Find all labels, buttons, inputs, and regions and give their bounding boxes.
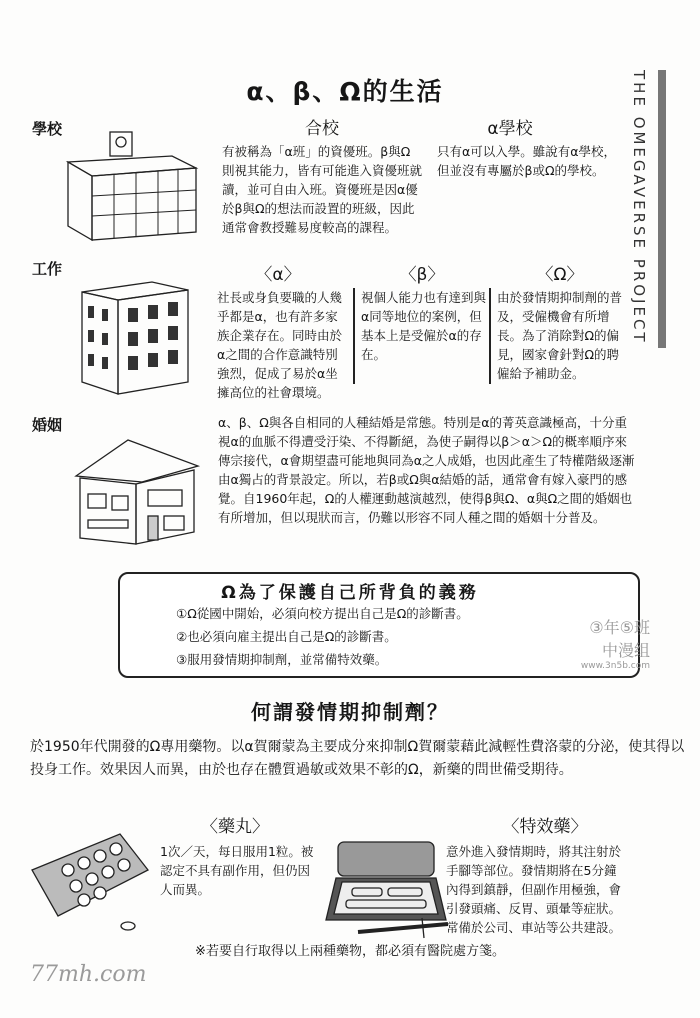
- marriage-label: 婚姻: [32, 416, 63, 434]
- alpha-school-text: 只有α可以入學。雖說有α學校，但並沒有專屬於β或Ω的學校。: [437, 144, 616, 178]
- suppressant-heading: 何謂發情期抑制劑？: [251, 700, 449, 724]
- work-alpha-text: 社長或身負要職的人幾乎都是α，也有許多家族企業存在。同時由於α之間的合作意識特別強烈，促成了易於α坐擁高位的社會環境。: [217, 290, 343, 400]
- duty-item: ③服用發情期抑制劑，並常備特效藥。: [176, 652, 388, 667]
- duties-title: Ω為了保護自己所背負的義務: [221, 583, 479, 603]
- side-label-text: THE OMEGAVERSE PROJECT: [630, 70, 648, 345]
- work-omega-heading: 〈Ω〉: [536, 265, 584, 285]
- duty-item: ①Ω從國中開始，必須向校方提出自己是Ω的診斷書。: [176, 606, 469, 621]
- watermark-line2: 中漫组: [601, 641, 650, 660]
- work-beta-heading: 〈β〉: [399, 265, 445, 285]
- pill-blister-illustration: [28, 830, 158, 940]
- watermark-line1: ③年⑤班: [589, 618, 650, 637]
- work-omega-text: 由於發情期抑制劑的普及，受僱機會有所增長。為了消除對Ω的偏見，國家會針對Ω的聘僱給予補助金。: [489, 288, 631, 384]
- mixed-school-heading: 合校: [305, 119, 339, 139]
- special-medicine-text: 意外進入發情期時，將其注射於手腳等部位。發情期將在5分鐘內得到鎮靜，但副作用極強，會引發頭痛、反胃、頭暈等症狀。常備於公司、車站等公共建設。: [446, 844, 622, 935]
- work-beta-text: 視個人能力也有達到與α同等地位的案例，但基本上是受僱於α的存在。: [353, 288, 487, 384]
- special-medicine-heading: 〈特效藥〉: [502, 817, 588, 837]
- school-building-illustration: [62, 128, 202, 246]
- pill-text: 1次／天，每日服用1粒。被認定不具有副作用，但仍因人而異。: [160, 844, 314, 897]
- marriage-text: α、β、Ω與各自相同的人種結婚是常態。特別是α的菁英意識極高，十分重視α的血脈不得遭受汙染、不得斷絕，為使子嗣得以β＞α＞Ω的概率順序來傳宗接代，α會期望盡可能地與同為α之人成婚，也因此產生了特權階級逐漸由α獨占的背景設定。所以，若β或Ω與α結婚的話，通常會有嫁入豪門的感覺。自1960年起，Ω的人權運動越演越烈，使得β與Ω、α與Ω之間的婚姻也有所增加，但以現狀而言，仍難以形容不同人種之間的婚姻十分普及。: [218, 415, 635, 525]
- side-label: [630, 70, 650, 350]
- injection-kit-illustration: [322, 840, 452, 940]
- side-bar: [658, 70, 666, 348]
- work-label: 工作: [32, 260, 63, 278]
- office-building-illustration: [78, 278, 200, 398]
- duty-item: ②也必須向雇主提出自己是Ω的診斷書。: [176, 629, 397, 644]
- house-illustration: [66, 432, 206, 550]
- pill-heading: 〈藥丸〉: [201, 817, 269, 837]
- prescription-note: ※若要自行取得以上兩種藥物，都必須有醫院處方箋。: [195, 944, 505, 959]
- work-alpha-heading: 〈α〉: [255, 265, 301, 285]
- alpha-school-heading: α學校: [487, 119, 533, 139]
- page-title: α、β、Ω的生活: [246, 77, 444, 106]
- mixed-school-text: 有被稱為「α班」的資優班。β與Ω則視其能力，皆有可能進入資優班就讀，並可自由入班。資優班是因α優於β與Ω的想法而設置的班級，因此通常會教授難易度較高的課程。: [222, 144, 423, 235]
- group-watermark: [540, 615, 650, 685]
- site-watermark: 77mh.com: [30, 962, 147, 987]
- school-label: 學校: [32, 120, 63, 138]
- suppressant-text: 於1950年代開發的Ω專用藥物。以α賀爾蒙為主要成分來抑制Ω賀爾蒙藉此減輕性費洛蒙的分泌，使其得以投身工作。效果因人而異，由於也存在體質過敏或效果不彰的Ω，新藥的問世備受期待。: [30, 739, 685, 778]
- watermark-url: www.3n5b.com: [580, 661, 650, 671]
